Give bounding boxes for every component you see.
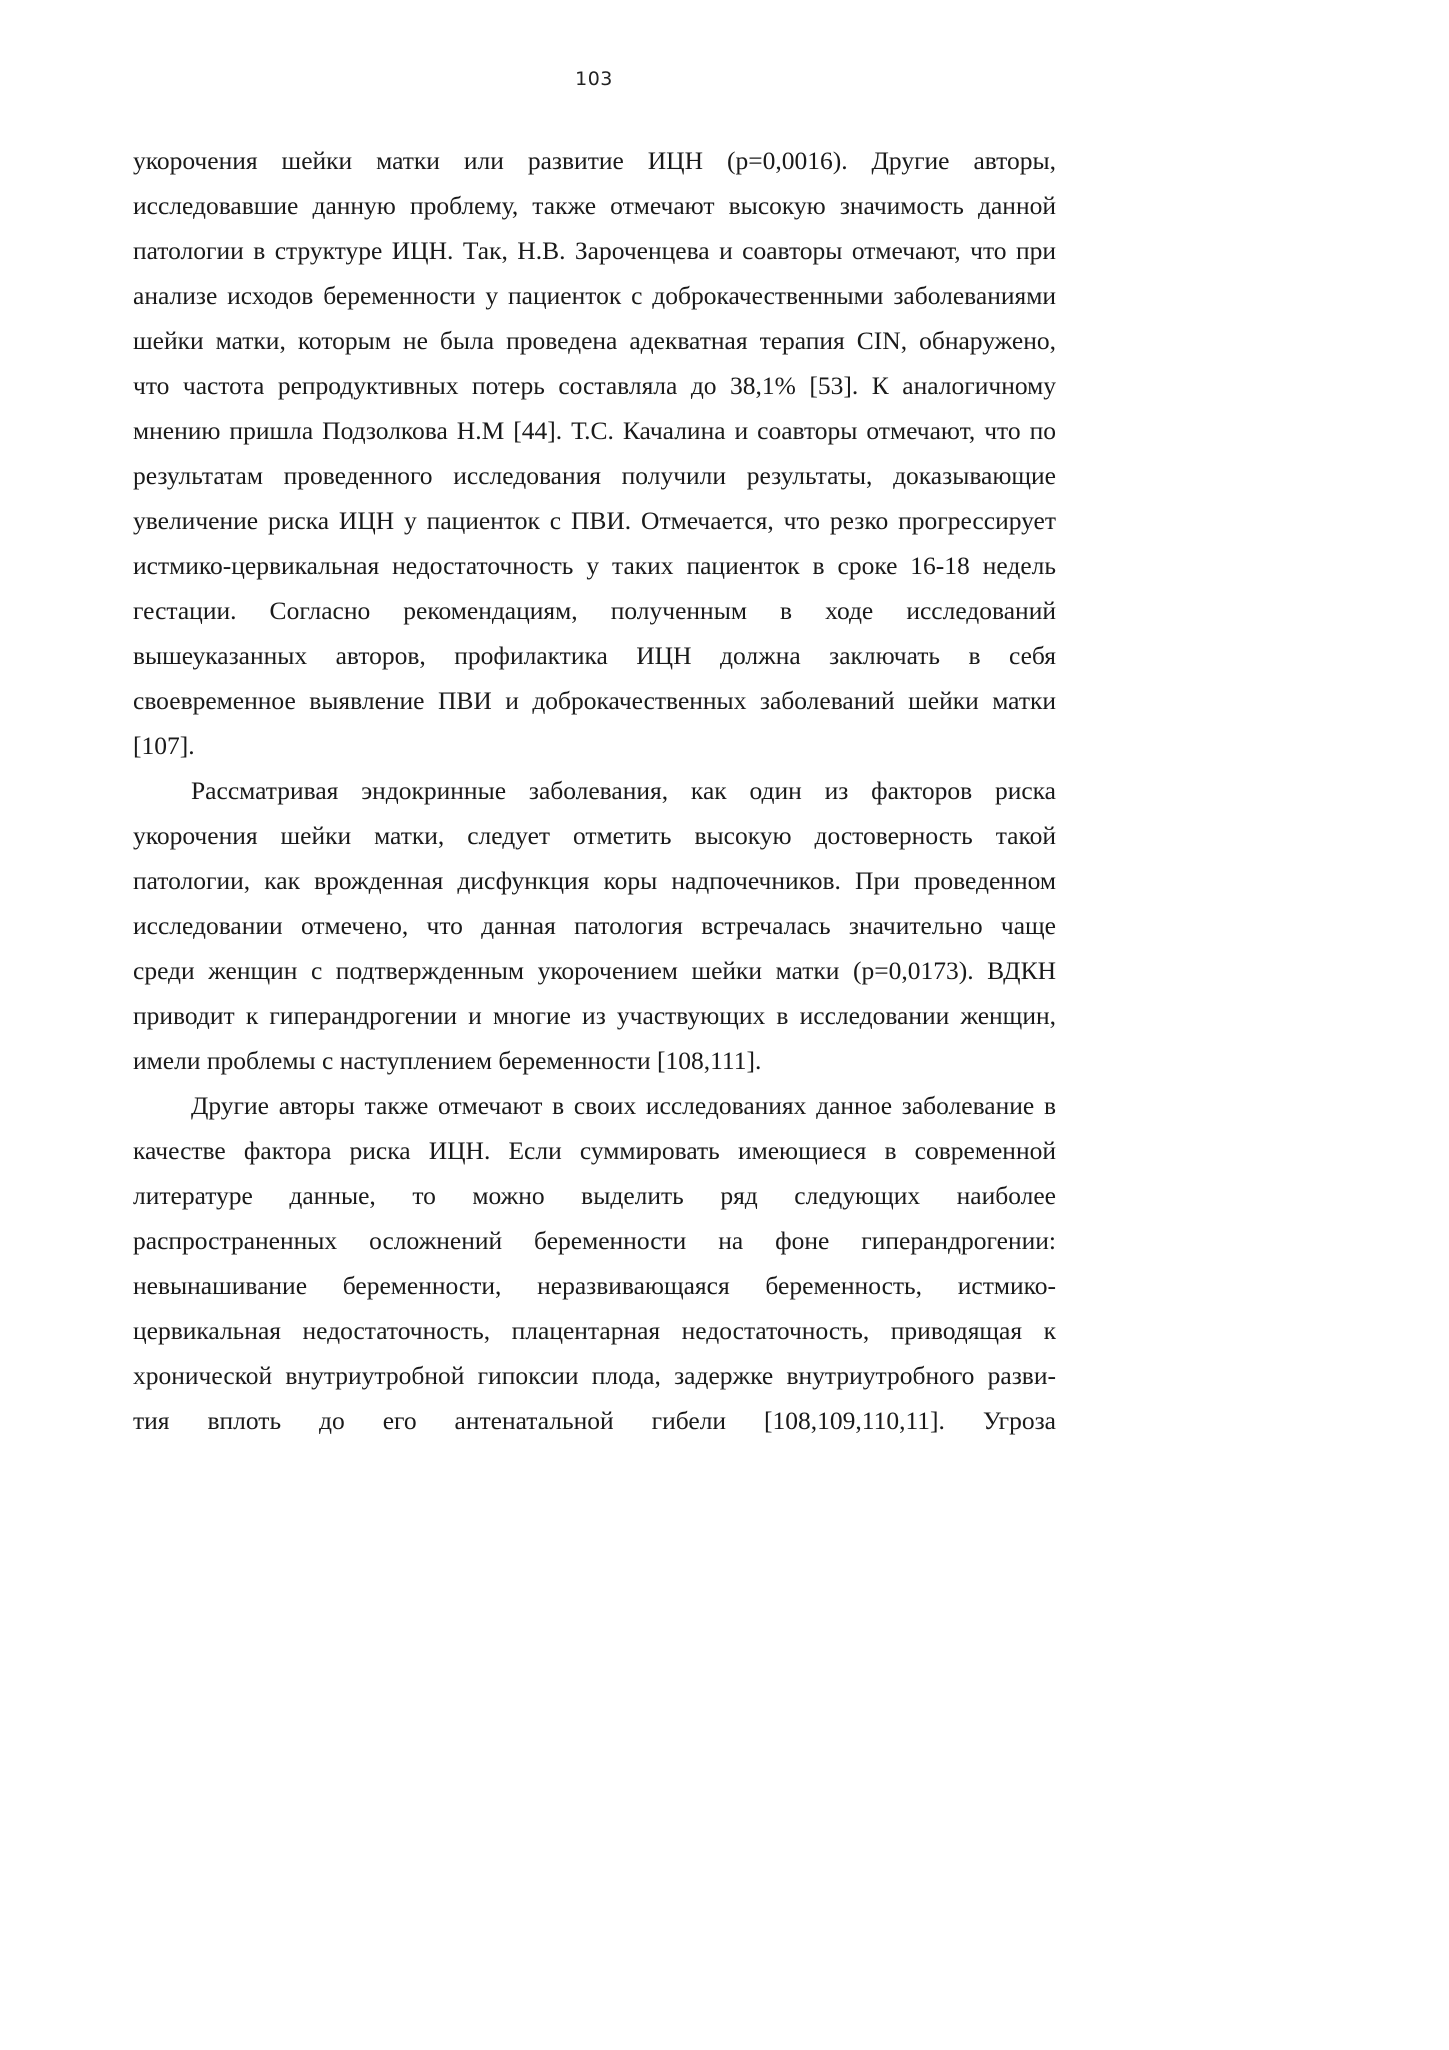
paragraph-first-line: Другие авторы также отмечают в своих исследованиях данное заболевание в — [191, 1091, 1056, 1120]
text-line: что частота репродуктивных потерь составляла до 38,1% [53]. К аналогичному — [133, 371, 1056, 400]
page-number: 103 — [575, 68, 613, 90]
text-line: исследовавшие данную проблему, также отмечают высокую значимость данной — [133, 191, 1056, 220]
text-line: среди женщин с подтвержденным укорочением шейки матки (p=0,0173). ВДКН — [133, 956, 1056, 985]
text-line: качестве фактора риска ИЦН. Если суммировать имеющиеся в современной — [133, 1136, 1056, 1165]
text-line: хронической внутриутробной гипоксии плода, задержке внутриутробного разви- — [133, 1361, 1056, 1390]
text-line: вышеуказанных авторов, профилактика ИЦН должна заключать в себя — [133, 641, 1056, 670]
text-line: патологии, как врожденная дисфункция коры надпочечников. При проведенном — [133, 866, 1056, 895]
text-line: укорочения шейки матки или развитие ИЦН (p=0,0016). Другие авторы, — [133, 146, 1056, 175]
text-line: невынашивание беременности, неразвивающаяся беременность, истмико- — [133, 1271, 1056, 1300]
text-line: распространенных осложнений беременности на фоне гиперандрогении: — [133, 1226, 1056, 1255]
text-line: анализе исходов беременности у пациенток с доброкачественными заболеваниями — [133, 281, 1056, 310]
text-line: шейки матки, которым не была проведена адекватная терапия CIN, обнаружено, — [133, 326, 1056, 355]
text-line: литературе данные, то можно выделить ряд следующих наиболее — [133, 1181, 1056, 1210]
text-line: своевременное выявление ПВИ и доброкачественных заболеваний шейки матки — [133, 686, 1056, 715]
text-line: патологии в структуре ИЦН. Так, Н.В. Зароченцева и соавторы отмечают, что при — [133, 236, 1056, 265]
text-line: [107]. — [133, 731, 195, 760]
text-line: тия вплоть до его антенатальной гибели [108,109,110,11]. Угроза — [133, 1406, 1056, 1435]
text-line: мнению пришла Подзолкова Н.М [44]. Т.С. Качалина и соавторы отмечают, что по — [133, 416, 1056, 445]
text-line: приводит к гиперандрогении и многие из участвующих в исследовании женщин, — [133, 1001, 1056, 1030]
paragraph-first-line: Рассматривая эндокринные заболевания, как один из факторов риска — [191, 776, 1056, 805]
text-line: увеличение риска ИЦН у пациенток с ПВИ. Отмечается, что резко прогрессирует — [133, 506, 1056, 535]
text-line: укорочения шейки матки, следует отметить высокую достоверность такой — [133, 821, 1056, 850]
text-line: исследовании отмечено, что данная патология встречалась значительно чаще — [133, 911, 1056, 940]
text-line: цервикальная недостаточность, плацентарная недостаточность, приводящая к — [133, 1316, 1056, 1345]
text-line: гестации. Согласно рекомендациям, полученным в ходе исследований — [133, 596, 1056, 625]
text-line: истмико-цервикальная недостаточность у таких пациенток в сроке 16-18 недель — [133, 551, 1056, 580]
text-line: имели проблемы с наступлением беременности [108,111]. — [133, 1046, 762, 1075]
text-line: результатам проведенного исследования получили результаты, доказывающие — [133, 461, 1056, 490]
body-text — [133, 138, 1056, 1443]
